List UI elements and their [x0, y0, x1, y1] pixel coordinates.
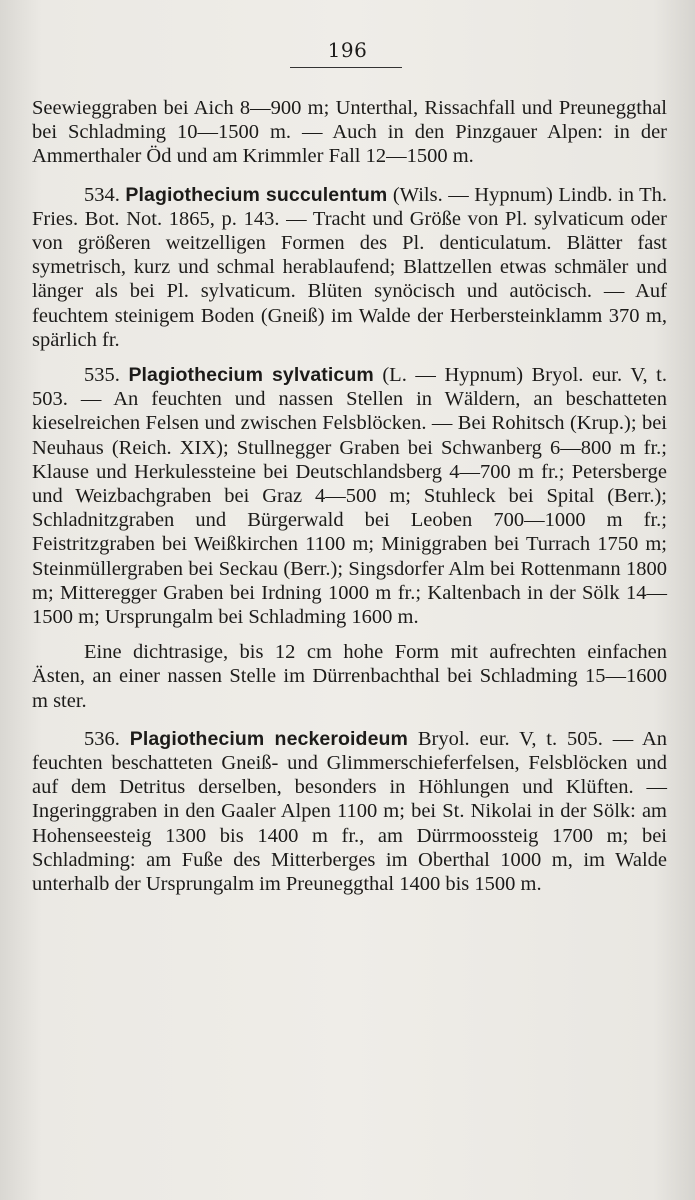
continued-paragraph: Seewieggraben bei Aich 8—900 m; Unterthal, Rissachfall und Preuneggthal bei Schladming 10—1500 m. — Auch in den Pinzgauer Alpen: in der Ammerthaler Öd und am Krimmler Fall 12—1500 m. [32, 97, 667, 168]
species-name: Plagiothecium succulentum [125, 183, 388, 206]
entry-number: 536. [84, 727, 120, 750]
species-name: Plagiothecium sylvaticum [128, 364, 374, 387]
header-rule [290, 67, 402, 68]
species-note-535: Eine dichtrasige, bis 12 cm hohe Form mit aufrechten einfachen Ästen, an einer nassen Stelle im Dürrenbachthal bei Schladming 15—1600 m ster. [32, 641, 667, 712]
species-entry-534 [32, 183, 667, 352]
entry-text: in Th. Fries. Bot. Not. 1865, p. 143. — Tracht und Größe von Pl. sylvaticum oder von größeren weitzelligen Formen des Pl. denticulatum. Blätter fast symetrisch, kurz und schmal herablaufend; Blattzellen etwas schmäler und länger als bei Pl. sylvaticum. Blüten synöcisch und autöcisch. — Auf feuchtem steinigem Boden (Gneiß) im Walde der Herbersteinklamm 370 m, spärlich fr. [32, 183, 668, 351]
entry-text: t. 503. — An feuchten und nassen Stellen in Wäldern, an beschatteten kieselreichen Felsen und zwischen Felsblöcken. — Bei Rohitsch (Krup.); bei Neuhaus (Reich. XIX); Stullnegger Graben bei Schwanberg 6—800 m fr.; Klause und Herkulessteine bei Deutschlandsberg 4—700 m fr.; Petersberge und Weizbachgraben bei Graz 4—500 m; Stuhleck bei Spital (Berr.); Schladnitzgraben und Bürgerwald bei Leoben 700—1000 m fr.; Feistritzgraben bei Weißkirchen 1100 m; Miniggraben bei Turrach 1750 m; Steinmüllergraben bei Seckau (Berr.); Singsdorfer Alm bei Rottenmann 1800 m; Mitteregger Graben bei Irdning 1000 m fr.; Kaltenbach in der Sölk 14—1500 m; Ursprungalm bei Schladming 1600 m. [32, 364, 667, 629]
entry-number: 535. [84, 364, 120, 387]
species-author: Bryol. eur. V, t. 505. — [417, 727, 634, 750]
species-author: (Wils. — Hypnum) Lindb. [392, 183, 613, 206]
page-body [32, 96, 667, 907]
species-name: Plagiothecium neckeroideum [129, 727, 408, 750]
entry-number: 534. [84, 183, 120, 206]
entry-text: An feuchten beschatteten Gneiß- und Glimmerschieferfelsen, Felsblöcken und auf dem Detritus derselben, besonders in Höhlungen und Klüften. — Ingeringgraben in den Gaaler Alpen 1100 m; bei St. Nikolai in der Sölk: am Hohenseesteig 1300 bis 1400 m fr., am Dürrmoossteig 1700 m; bei Schladming: am Fuße des Mitterberges im Oberthal 1000 m, im Walde unterhalb der Ursprungalm im Preuneggthal 1400 bis 1500 m. [32, 727, 667, 896]
species-entry-535 [32, 363, 667, 629]
page-number: 196 [327, 38, 368, 62]
species-entry-536 [32, 727, 667, 896]
species-author: (L. — Hypnum) Bryol. eur. V, [382, 364, 648, 387]
